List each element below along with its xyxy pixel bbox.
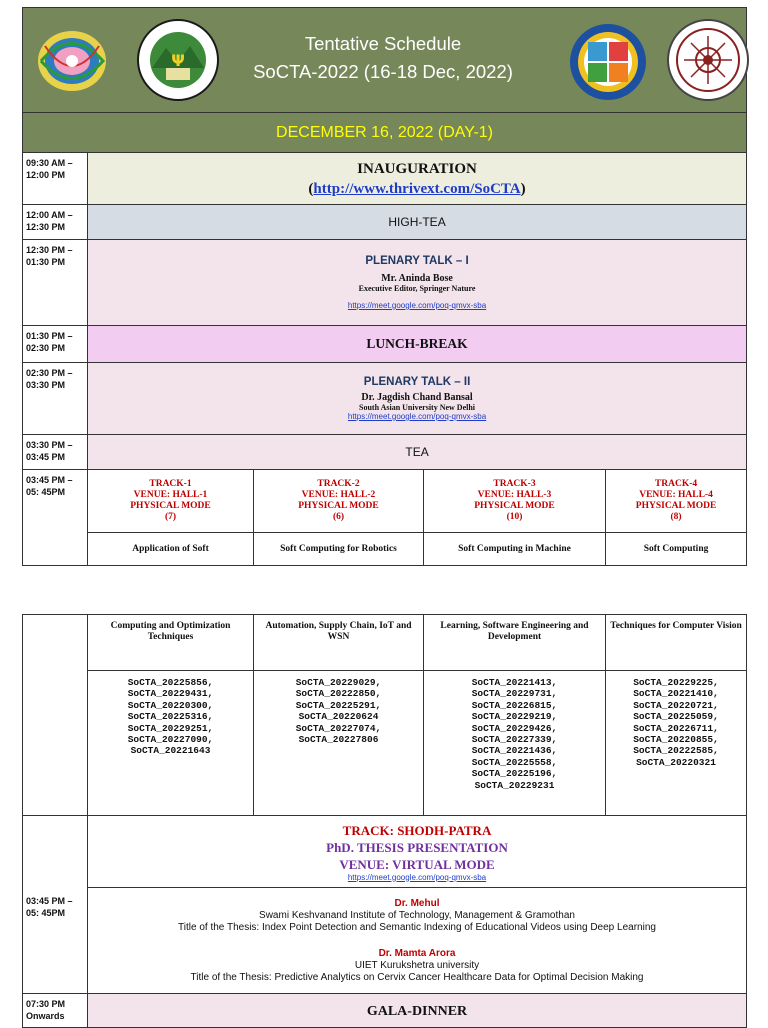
track-header-2 xyxy=(254,470,424,533)
track-count: (7) xyxy=(164,512,177,522)
paper-list-1 xyxy=(88,671,254,816)
shodh-venue: VENUE: VIRTUAL MODE xyxy=(339,856,495,872)
time-cell: 01:30 PM – 02:30 PM xyxy=(23,326,88,363)
track-venue: VENUE: HALL-2 xyxy=(301,490,376,500)
paper-id: SoCTA_20220721, xyxy=(633,699,719,711)
paper-id: SoCTA_20221436, xyxy=(471,745,558,757)
paper-id: SoCTA_20221643 xyxy=(130,745,211,757)
paper-id: SoCTA_20220624 xyxy=(298,711,379,723)
time-cell: 07:30 PM Onwards xyxy=(23,994,88,1028)
inauguration-cell: INAUGURATION (http://www.thrivext.com/SoCTA) xyxy=(88,153,747,205)
track-venue: VENUE: HALL-4 xyxy=(639,490,713,500)
event-title: HIGH-TEA xyxy=(388,215,446,229)
track-mode: PHYSICAL MODE xyxy=(298,501,379,511)
track-header-4 xyxy=(606,470,747,533)
time-cell: 12:00 AM – 12:30 PM xyxy=(23,205,88,240)
presenter-thesis: Title of the Thesis: Predictive Analytics on Cervix Cancer Healthcare Data for Optimal Decision Making xyxy=(190,971,644,983)
paper-id: SoCTA_20226711, xyxy=(633,722,719,734)
presenter-name: Dr. Mamta Arora xyxy=(378,947,456,959)
paper-id: SoCTA_20222850, xyxy=(295,688,382,700)
time-cell: 02:30 PM – 03:30 PM xyxy=(23,363,88,435)
event-title: GALA-DINNER xyxy=(366,1003,468,1019)
paper-id: SoCTA_20229231 xyxy=(474,779,555,791)
track-name: TRACK-2 xyxy=(317,479,360,489)
track-name: TRACK-3 xyxy=(493,479,536,489)
track-title-cont-3: Learning, Software Engineering and Development xyxy=(424,615,606,671)
paper-id: SoCTA_20220855, xyxy=(633,734,719,746)
paper-id: SoCTA_20225196, xyxy=(471,768,558,780)
paper-id: SoCTA_20225316, xyxy=(127,711,214,723)
speaker-name: Mr. Aninda Bose xyxy=(381,273,453,284)
paper-list-2 xyxy=(254,671,424,816)
day-banner xyxy=(23,113,747,153)
presenter-institute: UIET Kurukshetra university xyxy=(354,959,480,971)
paper-id: SoCTA_20222585, xyxy=(633,745,719,757)
paper-id: SoCTA_20227806 xyxy=(298,734,379,746)
track-count: (10) xyxy=(506,512,523,522)
time-cell: 03:30 PM – 03:45 PM xyxy=(23,435,88,470)
page-title xyxy=(233,30,533,86)
paper-id: SoCTA_20227090, xyxy=(127,734,214,746)
himachal-university-logo-icon xyxy=(136,18,220,107)
paper-id: SoCTA_20229029, xyxy=(295,677,382,688)
paper-id: SoCTA_20229251, xyxy=(127,722,214,734)
empty-time-cell xyxy=(23,615,88,816)
paper-id: SoCTA_20229731, xyxy=(471,688,558,700)
event-title: PLENARY TALK – I xyxy=(365,255,469,267)
paper-id: SoCTA_20221410, xyxy=(633,688,719,700)
meet-link[interactable]: https://meet.google.com/poq-qmvx-sba xyxy=(347,301,487,310)
track-header-1 xyxy=(88,470,254,533)
paper-id: SoCTA_20227074, xyxy=(295,722,382,734)
paper-id: SoCTA_20229219, xyxy=(471,711,558,723)
track-count: (6) xyxy=(332,512,345,522)
paper-id: SoCTA_20221413, xyxy=(471,677,558,688)
paper-id: SoCTA_20225558, xyxy=(471,756,558,768)
track-mode: PHYSICAL MODE xyxy=(130,501,211,511)
paper-id: SoCTA_20225291, xyxy=(295,699,382,711)
paper-id: SoCTA_20225856, xyxy=(127,677,214,688)
track-mode: PHYSICAL MODE xyxy=(635,501,717,511)
paper-id: SoCTA_20229225, xyxy=(633,677,719,688)
gala-dinner-cell xyxy=(88,994,747,1028)
high-tea-cell xyxy=(88,205,747,240)
schedule-table-page2 xyxy=(22,614,747,1028)
speaker-role: South Asian University New Delhi xyxy=(359,403,476,412)
shodh-track: TRACK: SHODH-PATRA xyxy=(342,822,492,838)
event-link[interactable]: http://www.thrivext.com/SoCTA xyxy=(313,180,521,197)
meet-link[interactable]: https://meet.google.com/poq-qmvx-sba xyxy=(347,412,487,421)
lunch-break-cell xyxy=(88,326,747,363)
speaker-role: Executive Editor, Springer Nature xyxy=(358,284,476,293)
paper-id: SoCTA_20220300, xyxy=(127,699,214,711)
svg-text:Ψ: Ψ xyxy=(171,51,185,70)
shodh-patra-header xyxy=(88,816,747,888)
time-cell: 03:45 PM – 05: 45PM xyxy=(23,816,88,994)
shodh-presenters xyxy=(88,888,747,994)
event-title: LUNCH-BREAK xyxy=(366,336,468,351)
paper-list-3 xyxy=(424,671,606,816)
track-count: (8) xyxy=(670,512,682,522)
socta-logo-icon xyxy=(33,26,111,101)
tea-cell xyxy=(88,435,747,470)
track-title-top-2: Soft Computing for Robotics xyxy=(254,533,424,566)
event-title: INAUGURATION xyxy=(357,160,477,177)
track-venue: VENUE: HALL-3 xyxy=(477,490,552,500)
nit-jalandhar-logo-icon xyxy=(666,18,750,107)
schedule-table-page1 xyxy=(22,7,747,566)
track-name: TRACK-4 xyxy=(654,479,698,489)
plenary-talk-2-cell xyxy=(88,363,747,435)
time-cell: 09:30 AM – 12:00 PM xyxy=(23,153,88,205)
shodh-subtitle: PhD. THESIS PRESENTATION xyxy=(326,839,508,855)
track-title-cont-4: Techniques for Computer Vision xyxy=(606,615,747,671)
meet-link[interactable]: https://meet.google.com/poq-qmvx-sba xyxy=(347,872,487,882)
paper-id: SoCTA_20227339, xyxy=(471,734,558,746)
track-title-top-1: Application of Soft xyxy=(88,533,254,566)
paper-id: SoCTA_20229426, xyxy=(471,722,558,734)
track-name: TRACK-1 xyxy=(149,479,192,489)
time-cell: 12:30 PM – 01:30 PM xyxy=(23,240,88,326)
presenter-thesis: Title of the Thesis: Index Point Detection and Semantic Indexing of Educational Videos using Deep Learning xyxy=(178,921,656,933)
event-title: PLENARY TALK – II xyxy=(363,376,471,388)
title-line-2: SoCTA-2022 (16-18 Dec, 2022) xyxy=(253,61,513,82)
presenter-institute: Swami Keshvanand Institute of Technology, Management & Gramothan xyxy=(259,909,575,921)
track-header-3 xyxy=(424,470,606,533)
science-tech-logo-icon xyxy=(568,22,648,107)
track-mode: PHYSICAL MODE xyxy=(474,501,555,511)
track-title-top-3: Soft Computing in Machine xyxy=(424,533,606,566)
paper-id: SoCTA_20229431, xyxy=(127,688,214,700)
track-title-top-4: Soft Computing xyxy=(606,533,747,566)
event-title: TEA xyxy=(405,445,429,459)
paper-id: SoCTA_20220321 xyxy=(636,756,716,768)
day-banner-text: DECEMBER 16, 2022 (DAY-1) xyxy=(276,123,494,141)
paper-list-4 xyxy=(606,671,747,816)
header-banner xyxy=(23,8,747,113)
presenter-name: Dr. Mehul xyxy=(394,897,440,909)
paper-id: SoCTA_20225059, xyxy=(633,711,719,723)
paper-id: SoCTA_20226815, xyxy=(471,699,558,711)
plenary-talk-1-cell xyxy=(88,240,747,326)
time-cell: 03:45 PM – 05: 45PM xyxy=(23,470,88,566)
track-title-cont-2: Automation, Supply Chain, IoT and WSN xyxy=(254,615,424,671)
title-line-1: Tentative Schedule xyxy=(304,33,462,54)
track-venue: VENUE: HALL-1 xyxy=(133,490,208,500)
speaker-name: Dr. Jagdish Chand Bansal xyxy=(361,392,473,403)
track-title-cont-1: Computing and Optimization Techniques xyxy=(88,615,254,671)
